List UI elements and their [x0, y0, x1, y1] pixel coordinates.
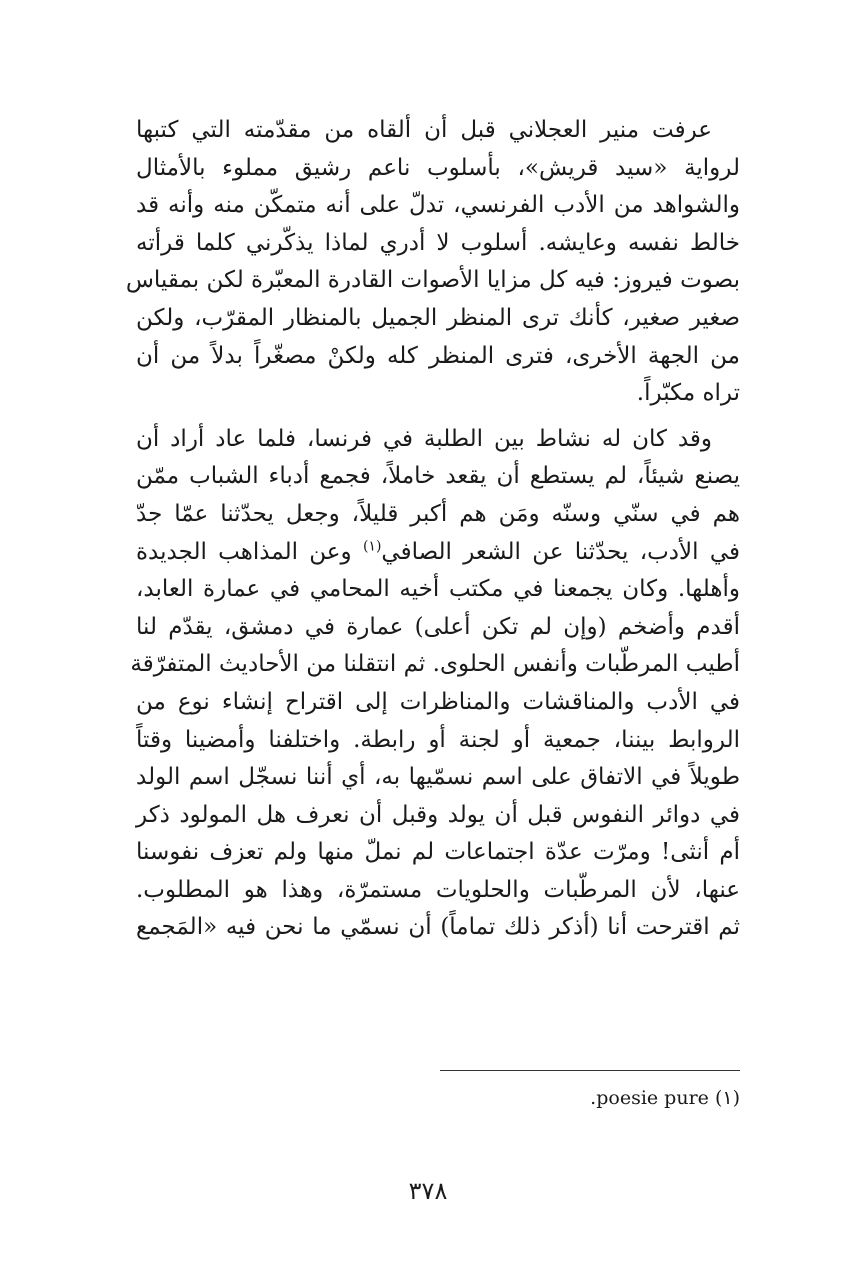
text-line: هم في سنّي وسنّه ومَن هم أكبر قليلاً، وجعل يحدّثنا عمّا جدّ	[136, 500, 740, 527]
text-line: وقد كان له نشاط بين الطلبة في فرنسا، فلما عاد أراد أن	[136, 425, 712, 452]
text-line: صغير صغير، كأنك ترى المنظر الجميل بالمنظار المقرّب، ولكن	[136, 304, 740, 331]
footnote-divider	[440, 1070, 740, 1071]
text-line: أم أنثى! ومرّت عدّة اجتماعات لم نملّ منها ولم تعزف نفوسنا	[136, 839, 740, 866]
text-line: وأهلها. وكان يجمعنا في مكتب أخيه المحامي في عمارة العابد،	[136, 576, 740, 603]
text-line: تراه مكبّراً.	[636, 380, 740, 407]
body-text	[125, 112, 740, 947]
paragraph-1	[125, 112, 740, 413]
text-segment: في الأدب، يحدّثنا عن الشعر الصافي	[381, 538, 740, 565]
text-line: طويلاً في الاتفاق على اسم نسمّيها به، أي أننا نسجّل اسم الولد	[136, 764, 740, 791]
text-line: في الأدب والمناقشات والمناظرات إلى اقتراح إنشاء نوع من	[136, 688, 740, 715]
text-line: الروابط بيننا، جمعية أو لجنة أو رابطة. واختلفنا وأمضينا وقتاً	[136, 726, 740, 753]
text-line-with-footnote	[136, 534, 740, 572]
text-segment: وعن المذاهب الجديدة	[136, 538, 363, 565]
text-line: عنها، لأن المرطّبات والحلويات مستمرّة، وهذا هو المطلوب.	[136, 876, 740, 903]
text-line: لرواية «سيد قريش»، بأسلوب ناعم رشيق مملوء بالأمثال	[136, 154, 740, 181]
text-line: في دوائر النفوس قبل أن يولد وقبل أن نعرف هل المولود ذكر	[136, 801, 740, 828]
text-line: يصنع شيئاً، لم يستطع أن يقعد خاملاً، فجمع أدباء الشباب ممّن	[136, 463, 740, 490]
footnote-reference[interactable]: (١)	[362, 537, 382, 554]
text-line: أطيب المرطّبات وأنفس الحلوى. ثم انتقلنا من الأحاديث المتفرّقة	[130, 651, 740, 678]
text-line: أقدم وأضخم (وإن لم تكن أعلى) عمارة في دمشق، يقدّم لنا	[136, 613, 740, 640]
page-number: ٣٧٨	[408, 1177, 448, 1205]
text-line: من الجهة الأخرى، فترى المنظر كله ولكنْ مصغّراً بدلاً من أن	[136, 342, 740, 369]
text-line: بصوت فيروز: فيه كل مزايا الأصوات القادرة المعبّرة لكن بمقياس	[125, 267, 740, 294]
text-line: عرفت منير العجلاني قبل أن ألقاه من مقدّمته التي كتبها	[136, 117, 712, 143]
footnote: (١) poesie pure.	[590, 1087, 740, 1109]
text-line: خالط نفسه وعايشه. أسلوب لا أدري لماذا يذكّرني كلما قرأته	[136, 229, 740, 256]
text-line: ثم اقترحت أنا (أذكر ذلك تماماً) أن نسمّي ما نحن فيه «المَجمع	[136, 914, 740, 941]
paragraph-2	[130, 421, 740, 947]
text-line: والشواهد من الأدب الفرنسي، تدلّ على أنه متمكّن منه وأنه قد	[136, 192, 740, 219]
